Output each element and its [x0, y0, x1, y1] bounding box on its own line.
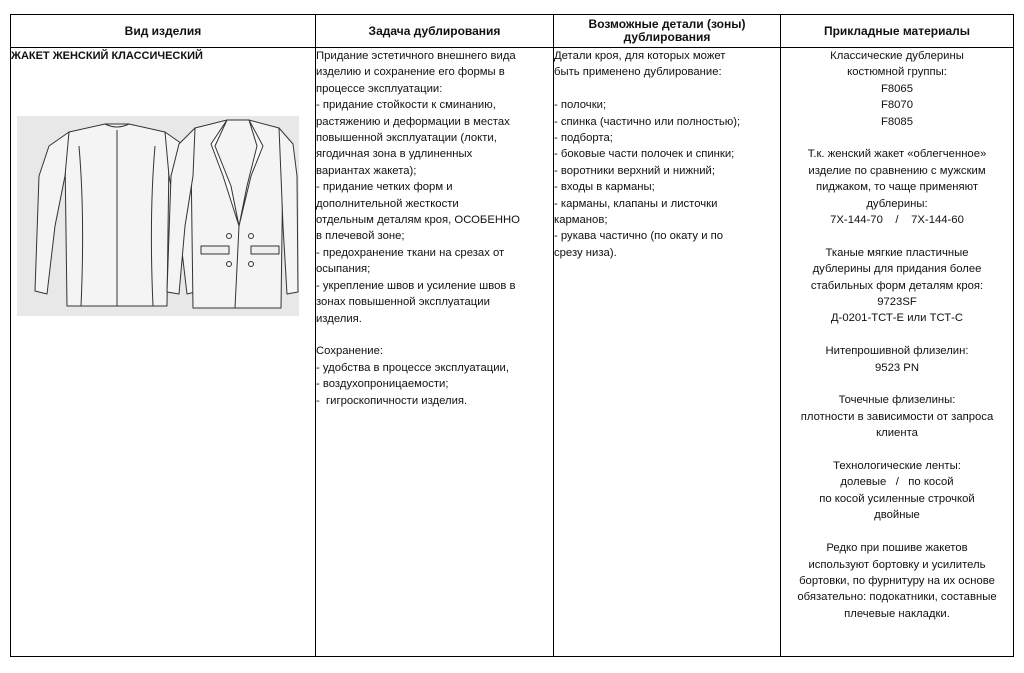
- materials-line: двойные: [874, 509, 920, 522]
- header-materials: Прикладные материалы: [781, 15, 1014, 48]
- materials-line: 9723SF: [877, 296, 917, 309]
- task-line: зонах повышенной эксплуатации: [316, 296, 490, 309]
- task-line: Придание эстетичного внешнего вида: [316, 50, 516, 62]
- task-line: изделия.: [316, 312, 362, 325]
- task-line: повышенной эксплуатации (локти,: [316, 132, 497, 145]
- materials-line: стабильных форм деталям кроя:: [810, 279, 984, 292]
- details-line: - боковые части полочек и спинки;: [554, 148, 735, 161]
- materials-block-dot: [781, 392, 1013, 441]
- materials-block-classic: [781, 48, 1013, 130]
- jacket-sketch: [17, 116, 299, 316]
- materials-block-rare: [781, 540, 1013, 622]
- materials-line: костюмной группы:: [847, 66, 947, 79]
- details-line: - полочки;: [554, 99, 607, 112]
- task-line: вариантах жакета);: [316, 164, 417, 177]
- materials-line: F8070: [880, 99, 914, 112]
- materials-line: изделие по сравнению с мужским: [808, 164, 986, 177]
- header-product-type: Вид изделия: [11, 15, 316, 48]
- task-line: - воздухопроницаемости;: [316, 378, 449, 391]
- task-line: - придание стойкости к сминанию,: [316, 99, 496, 112]
- content-row: [11, 48, 1014, 657]
- materials-line: 9523 PN: [875, 361, 919, 374]
- materials-line: F8065: [880, 82, 914, 95]
- task-text: [316, 48, 553, 327]
- task-line: в плечевой зоне;: [316, 230, 405, 243]
- task-line: - удобства в процессе эксплуатации,: [316, 361, 509, 374]
- task-line: - придание четких форм и: [316, 181, 453, 194]
- materials-block-tapes: [781, 458, 1013, 524]
- task-line: изделию и сохранение его формы в: [316, 66, 505, 79]
- header-doubling-task: Задача дублирования: [316, 15, 554, 48]
- materials-line: Точечные флизелины:: [838, 394, 956, 407]
- materials-line: Нитепрошивной флизелин:: [825, 345, 969, 358]
- materials-line: плотности в зависимости от запроса: [800, 410, 994, 423]
- header-doubling-zones: [554, 15, 781, 48]
- header-zones-line2: дублирования: [623, 30, 711, 44]
- details-line: карманов;: [554, 214, 608, 227]
- materials-line: F8085: [880, 115, 914, 128]
- materials-line: используют бортовку и усилитель: [808, 558, 986, 571]
- front-view-pocket-right: [251, 246, 279, 254]
- task-line: ягодичная зона в удлиненных: [316, 148, 473, 161]
- task-line: Сохранение:: [316, 345, 384, 358]
- materials-line: обязательно: подокатники, составные: [797, 591, 997, 604]
- task-line: осыпания;: [316, 263, 371, 276]
- details-line: - подборта;: [554, 132, 613, 145]
- materials-line: Тканые мягкие пластичные: [825, 246, 969, 259]
- materials-line: дублерины для придания более: [812, 263, 982, 276]
- materials-block-stitchbond: [781, 343, 1013, 376]
- details-line: срезу низа).: [554, 246, 617, 259]
- task-line: - укрепление швов и усиление швов в: [316, 279, 516, 292]
- task-line: процессе эксплуатации:: [316, 82, 443, 95]
- details-list: [554, 97, 780, 261]
- task-line: - предохранение ткани на срезах от: [316, 246, 505, 259]
- materials-line: клиента: [876, 427, 918, 440]
- jacket-doubling-table: [10, 14, 1014, 657]
- materials-line: дублерины:: [866, 197, 928, 210]
- jacket-sketch-drawing: [17, 116, 299, 316]
- materials-line: 7Х-144-70 / 7Х-144-60: [830, 214, 964, 227]
- details-line: быть применено дублирование:: [554, 66, 722, 79]
- front-view-pocket-left: [201, 246, 229, 254]
- materials-line: бортовки, по фурнитуру на их основе: [799, 574, 995, 587]
- materials-line: Классические дублерины: [830, 50, 964, 62]
- task-line: растяжению и деформации в местах: [316, 115, 510, 128]
- details-cell: [554, 48, 781, 657]
- materials-block-light: [781, 146, 1013, 228]
- task-preservation-text: [316, 343, 553, 409]
- materials-block-woven: [781, 245, 1013, 327]
- header-zones-line1: Возможные детали (зоны): [588, 17, 746, 31]
- materials-line: Т.к. женский жакет «облегченное»: [807, 148, 987, 161]
- task-cell: [316, 48, 554, 657]
- product-title: ЖАКЕТ ЖЕНСКИЙ КЛАССИЧЕСКИЙ: [11, 50, 203, 62]
- details-line: - входы в карманы;: [554, 181, 655, 194]
- details-line: - карманы, клапаны и листочки: [554, 197, 718, 210]
- task-line: - гигроскопичности изделия.: [316, 394, 468, 407]
- details-line: - спинка (частично или полностью);: [554, 115, 741, 128]
- materials-line: Технологические ленты:: [833, 460, 961, 473]
- task-line: отдельным деталям кроя, ОСОБЕННО: [316, 214, 520, 227]
- details-line: - рукава частично (по окату и по: [554, 230, 724, 243]
- materials-line: Д-0201-ТСТ-Е или ТСТ-С: [830, 312, 964, 325]
- header-row: [11, 15, 1014, 48]
- details-intro: [554, 48, 780, 81]
- materials-line: долевые / по косой: [840, 476, 954, 489]
- materials-cell: [781, 48, 1014, 657]
- back-view-left-sleeve: [35, 132, 69, 294]
- details-line: Детали кроя, для которых может: [554, 50, 726, 62]
- materials-line: Редко при пошиве жакетов: [826, 542, 968, 555]
- details-line: - воротники верхний и нижний;: [554, 164, 716, 177]
- task-line: дополнительной жесткости: [316, 197, 459, 210]
- materials-line: пиджаком, то чаще применяют: [816, 181, 978, 194]
- materials-line: по косой усиленные строчкой: [819, 492, 975, 505]
- materials-line: плечевые накладки.: [844, 607, 950, 620]
- product-cell: [11, 48, 316, 657]
